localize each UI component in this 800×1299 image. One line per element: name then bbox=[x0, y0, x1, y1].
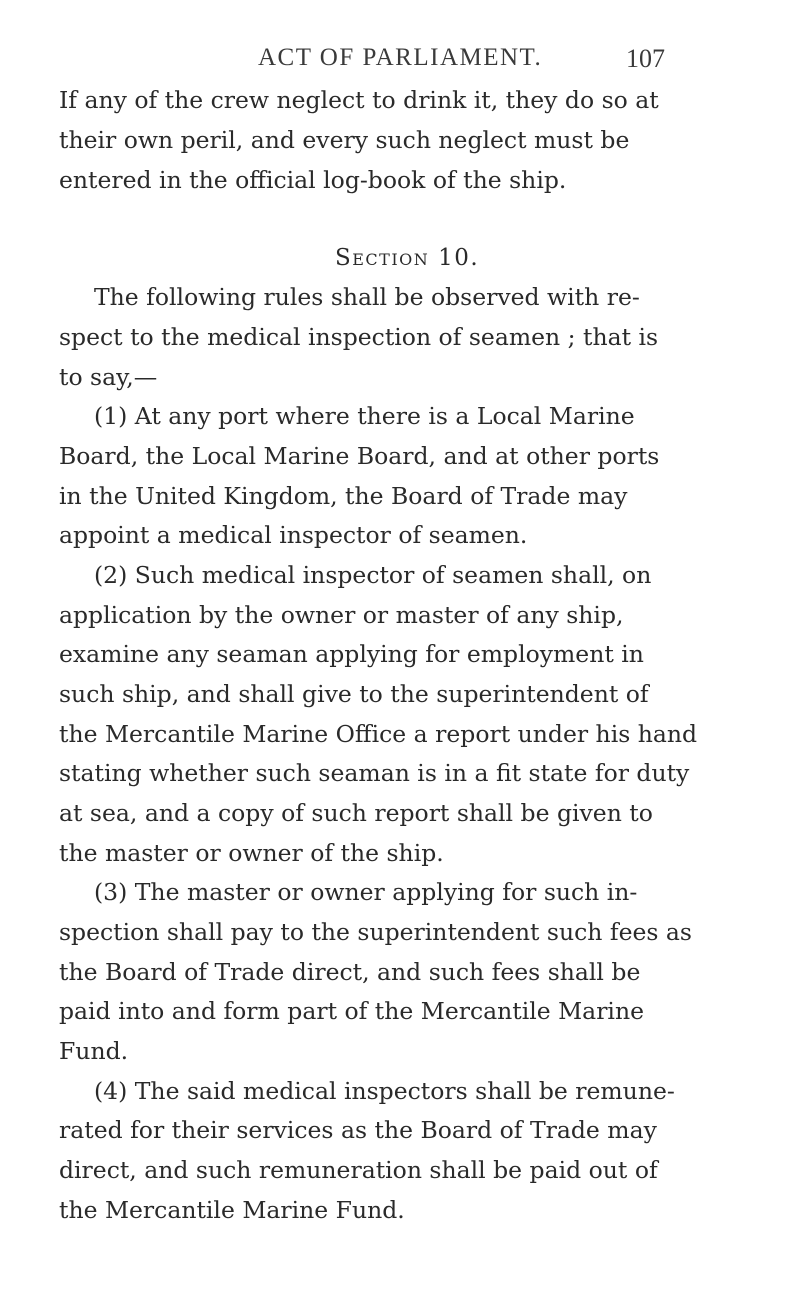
text-line: stating whether such seaman is in a fit state for duty bbox=[59, 759, 690, 787]
text-line: paid into and form part of the Mercantile Marine bbox=[59, 997, 644, 1025]
text-line: Board, the Local Marine Board, and at other ports bbox=[59, 442, 660, 470]
text-line: entered in the official log-book of the ship. bbox=[59, 166, 567, 194]
text-line: their own peril, and every such neglect must be bbox=[59, 126, 630, 154]
text-line: The following rules shall be observed with re- bbox=[94, 283, 640, 311]
text-line: application by the owner or master of any ship, bbox=[59, 601, 624, 629]
text-line: to say,— bbox=[59, 363, 158, 391]
text-line: in the United Kingdom, the Board of Trade may bbox=[59, 482, 628, 510]
text-line: (2) Such medical inspector of seamen shall, on bbox=[94, 561, 652, 589]
section-heading: Section 10. bbox=[335, 245, 480, 271]
text-line: If any of the crew neglect to drink it, they do so at bbox=[59, 86, 659, 114]
text-line: (1) At any port where there is a Local Marine bbox=[94, 402, 635, 430]
text-line: (3) The master or owner applying for such in- bbox=[94, 878, 638, 906]
running-head: ACT OF PARLIAMENT. bbox=[258, 44, 543, 71]
text-line: spection shall pay to the superintendent such fees as bbox=[59, 918, 692, 946]
page-number: 107 bbox=[626, 44, 665, 73]
text-line: the Mercantile Marine Office a report under his hand bbox=[59, 720, 698, 748]
text-line: appoint a medical inspector of seamen. bbox=[59, 521, 528, 549]
text-line: such ship, and shall give to the superintendent of bbox=[59, 680, 649, 708]
text-line: direct, and such remuneration shall be paid out of bbox=[59, 1156, 658, 1184]
text-line: examine any seaman applying for employment in bbox=[59, 640, 644, 668]
text-line: the master or owner of the ship. bbox=[59, 839, 444, 867]
text-line: the Board of Trade direct, and such fees shall be bbox=[59, 958, 641, 986]
text-line: (4) The said medical inspectors shall be remune- bbox=[94, 1077, 675, 1105]
text-line: spect to the medical inspection of seamen ; that is bbox=[59, 323, 659, 351]
text-line: Fund. bbox=[59, 1037, 129, 1065]
text-line: the Mercantile Marine Fund. bbox=[59, 1196, 405, 1224]
text-line: rated for their services as the Board of Trade may bbox=[59, 1116, 657, 1144]
text-line: at sea, and a copy of such report shall be given to bbox=[59, 799, 653, 827]
